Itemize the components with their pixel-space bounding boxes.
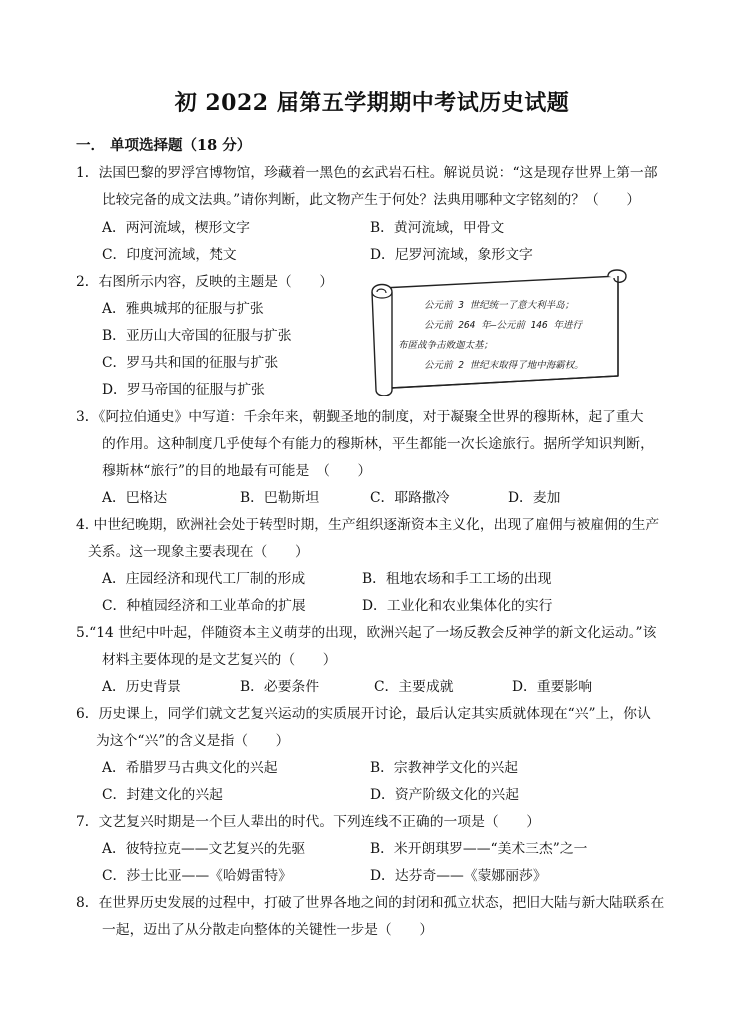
question-1-option-c: C．印度河流域，梵文 [102, 247, 237, 263]
exam-title: 初 2022 届第五学期期中考试历史试题 [174, 90, 570, 116]
question-3-line-2: 的作用。这种制度几乎使每个有能力的穆斯林，平生都能一次长途旅行。据所学知识判断， [102, 436, 654, 452]
question-1-line-1: 1．法国巴黎的罗浮宫博物馆，珍藏着一黑色的玄武岩石柱。解说员说：“这是现存世界上第一部 [76, 165, 658, 181]
scroll-line-3: 布匿战争击败迦太基； [398, 340, 494, 351]
question-4-option-b: B．租地农场和手工工场的出现 [362, 571, 552, 587]
question-5-option-d: D．重要影响 [512, 679, 593, 695]
question-2-line-1: 2．右图所示内容，反映的主题是（ ） [76, 274, 334, 290]
question-4-option-d: D．工业化和农业集体化的实行 [362, 598, 553, 614]
question-3-option-d: D．麦加 [508, 490, 561, 506]
question-7-option-a: A．彼特拉克——文艺复兴的先驱 [102, 841, 306, 857]
question-8-line-2: 一起，迈出了从分散走向整体的关键性一步是（ ） [102, 922, 434, 938]
question-2-option-a: A．雅典城邦的征服与扩张 [102, 301, 264, 317]
question-3-line-3: 穆斯林“旅行”的目的地最有可能是 （ ） [102, 463, 372, 479]
question-5-line-1: 5.“14 世纪中叶起，伴随资本主义萌芽的出现，欧洲兴起了一场反教会反神学的新文化运动。”该 [76, 625, 657, 641]
scroll-line-1: 公元前 3 世纪统一了意大利半岛； [424, 300, 575, 311]
scroll-line-2: 公元前 264 年—公元前 146 年进行 [424, 320, 582, 331]
question-6-option-b: B．宗教神学文化的兴起 [370, 760, 519, 776]
question-6-line-1: 6．历史课上，同学们就文艺复兴运动的实质展开讨论，最后认定其实质就体现在“兴”上，你认 [76, 706, 651, 722]
question-7-option-d: D．达芬奇——《蒙娜丽莎》 [370, 868, 547, 884]
question-1-option-d: D．尼罗河流域，象形文字 [370, 247, 533, 263]
question-1-option-b: B．黄河流域，甲骨文 [370, 220, 505, 236]
question-5-option-c: C．主要成就 [374, 679, 454, 695]
section-heading: 一． 单项选择题（18 分） [76, 137, 252, 154]
question-6-option-c: C．封建文化的兴起 [102, 787, 223, 803]
question-7-line-1: 7．文艺复兴时期是一个巨人辈出的时代。下列连线不正确的一项是（ ） [76, 814, 541, 830]
question-6-option-a: A．希腊罗马古典文化的兴起 [102, 760, 278, 776]
question-5-option-b: B．必要条件 [240, 679, 320, 695]
question-1-line-2: 比较完备的成文法典。”请你判断，此文物产生于何处？法典用哪种文字铭刻的？（ ） [102, 192, 641, 208]
question-2-option-d: D．罗马帝国的征服与扩张 [102, 382, 265, 398]
question-7-option-c: C．莎士比亚——《哈姆雷特》 [102, 868, 292, 884]
question-3-line-1: 3．《阿拉伯通史》中写道：千余年来，朝觐圣地的制度，对于凝聚全世界的穆斯林，起了重大 [76, 409, 644, 425]
question-6-line-2: 为这个“兴”的含义是指（ ） [96, 733, 290, 749]
question-1-option-a: A．两河流域，楔形文字 [102, 220, 250, 236]
question-4-line-2: 关系。这一现象主要表现在（ ） [88, 544, 309, 560]
question-2-option-b: B．亚历山大帝国的征服与扩张 [102, 328, 292, 344]
question-5-line-2: 材料主要体现的是文艺复兴的（ ） [102, 652, 337, 668]
question-7-option-b: B．米开朗琪罗——“美术三杰”之一 [370, 841, 588, 857]
question-3-option-b: B．巴勒斯坦 [240, 490, 320, 506]
question-4-option-a: A．庄园经济和现代工厂制的形成 [102, 571, 306, 587]
question-4-line-1: 4. 中世纪晚期，欧洲社会处于转型时期，生产组织逐渐资本主义化，出现了雇佣与被雇佣的生产 [76, 517, 660, 533]
question-3-option-c: C．耶路撒冷 [370, 490, 450, 506]
question-4-option-c: C．种植园经济和工业革命的扩展 [102, 598, 306, 614]
question-2-option-c: C．罗马共和国的征服与扩张 [102, 355, 279, 371]
scroll-figure [368, 266, 630, 396]
question-5-option-a: A．历史背景 [102, 679, 181, 695]
question-6-option-d: D．资产阶级文化的兴起 [370, 787, 520, 803]
question-3-option-a: A．巴格达 [102, 490, 168, 506]
scroll-line-4: 公元前 2 世纪末取得了地中海霸权。 [424, 360, 584, 371]
question-8-line-1: 8．在世界历史发展的过程中，打破了世界各地之间的封闭和孤立状态，把旧大陆与新大陆联系在 [76, 895, 665, 911]
